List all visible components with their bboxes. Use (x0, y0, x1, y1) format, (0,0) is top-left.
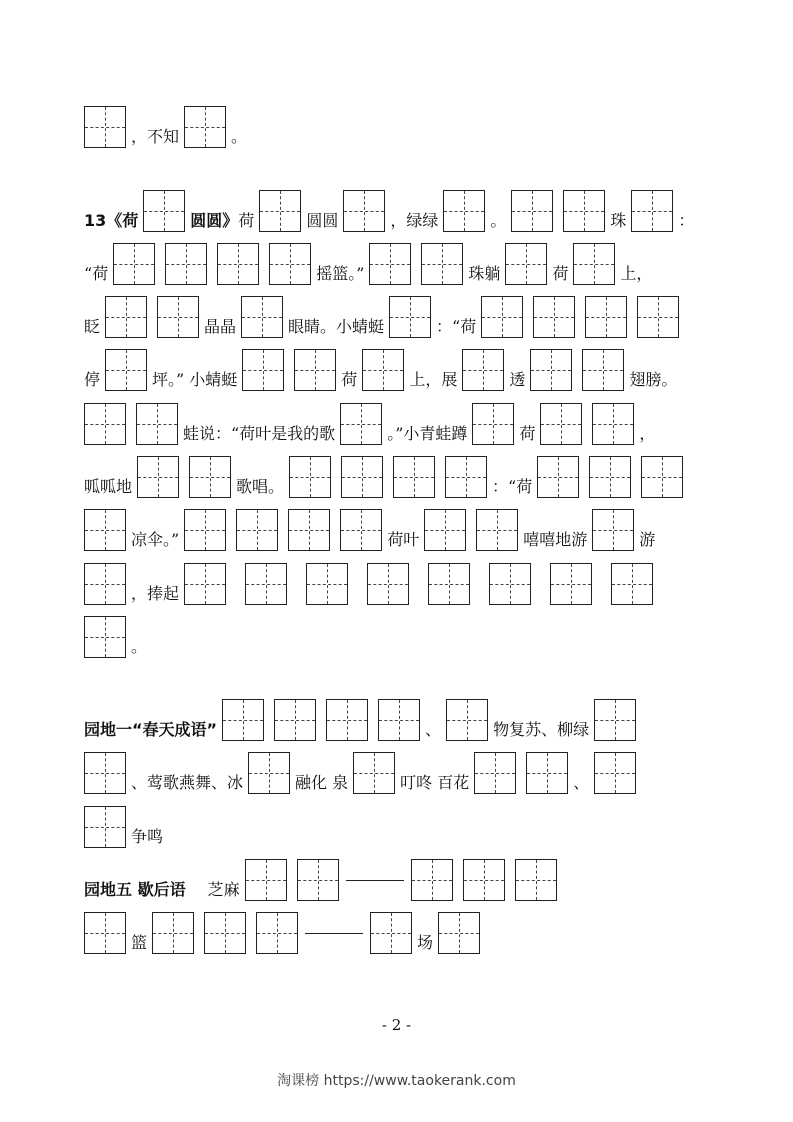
char-box[interactable] (424, 509, 466, 551)
char-box[interactable] (474, 752, 516, 794)
char-box[interactable] (443, 190, 485, 232)
char-box[interactable] (269, 243, 311, 285)
char-box[interactable] (505, 243, 547, 285)
char-box[interactable] (289, 456, 331, 498)
sec13-line-7: 凉伞。” 荷叶 嘻嘻地游 游 (84, 509, 655, 551)
char-box[interactable] (631, 190, 673, 232)
char-box[interactable] (515, 859, 557, 901)
char-box[interactable] (306, 563, 348, 605)
char-box[interactable] (489, 563, 531, 605)
char-box[interactable] (105, 296, 147, 338)
char-box[interactable] (592, 509, 634, 551)
sec13-line-1: 13《荷 圆圆》 荷 圆圆 ，绿绿 。 珠 ： (84, 190, 694, 232)
char-box[interactable] (353, 752, 395, 794)
char-box[interactable] (428, 563, 470, 605)
char-box[interactable] (592, 403, 634, 445)
char-box[interactable] (84, 806, 126, 848)
char-box[interactable] (637, 296, 679, 338)
char-box[interactable] (463, 859, 505, 901)
char-box[interactable] (217, 243, 259, 285)
page-number: - 2 - (381, 1016, 412, 1034)
char-box[interactable] (84, 912, 126, 954)
char-box[interactable] (594, 752, 636, 794)
char-box[interactable] (340, 403, 382, 445)
char-box[interactable] (297, 859, 339, 901)
sec13-line-8: ，捧起 (84, 563, 658, 605)
char-box[interactable] (288, 509, 330, 551)
char-box[interactable] (589, 456, 631, 498)
char-box[interactable] (236, 509, 278, 551)
char-box[interactable] (245, 859, 287, 901)
char-box[interactable] (462, 349, 504, 391)
char-box[interactable] (582, 349, 624, 391)
char-box[interactable] (84, 616, 126, 658)
sec13-line-9: 。 (84, 616, 147, 658)
yuandi1-line-2: 、莺歌燕舞、冰 融化 泉 叮咚 百花 、 (84, 752, 641, 794)
char-box[interactable] (411, 859, 453, 901)
char-box[interactable] (84, 106, 126, 148)
char-box[interactable] (421, 243, 463, 285)
char-box[interactable] (341, 456, 383, 498)
yuandi1-line-3: 争鸣 (84, 806, 163, 848)
char-box[interactable] (184, 509, 226, 551)
char-box[interactable] (641, 456, 683, 498)
char-box[interactable] (245, 563, 287, 605)
sec13-line-4: 停 坪。” 小蜻蜓 荷 上，展 透 翅膀。 (84, 349, 677, 391)
connector-line (346, 880, 404, 881)
char-box[interactable] (326, 699, 368, 741)
char-box[interactable] (367, 563, 409, 605)
char-box[interactable] (204, 912, 246, 954)
footer-watermark: 淘课榜 https://www.taokerank.com (277, 1073, 516, 1089)
char-box[interactable] (165, 243, 207, 285)
char-box[interactable] (259, 190, 301, 232)
char-box[interactable] (274, 699, 316, 741)
char-box[interactable] (370, 912, 412, 954)
char-box[interactable] (530, 349, 572, 391)
char-box[interactable] (533, 296, 575, 338)
char-box[interactable] (445, 456, 487, 498)
char-box[interactable] (184, 563, 226, 605)
sec13-line-3: 眨 晶晶 眼睛。小蜻蜓 ：“荷 (84, 296, 684, 338)
char-box[interactable] (511, 190, 553, 232)
char-box[interactable] (611, 563, 653, 605)
yuandi5-line-1: 园地五 歇后语 芝麻 (84, 859, 562, 901)
char-box[interactable] (136, 403, 178, 445)
char-box[interactable] (389, 296, 431, 338)
section-title: 园地五 歇后语 (84, 880, 186, 899)
char-box[interactable] (573, 243, 615, 285)
sec13-line-2: “荷 摇篮。” 珠躺 荷 上， (84, 243, 652, 285)
sec13-line-6: 呱呱地 歌唱。 ：“荷 (84, 456, 688, 498)
char-box[interactable] (481, 296, 523, 338)
connector-line (305, 933, 363, 934)
char-box[interactable] (241, 296, 283, 338)
char-box[interactable] (343, 190, 385, 232)
char-box[interactable] (294, 349, 336, 391)
char-box[interactable] (446, 699, 488, 741)
char-box[interactable] (476, 509, 518, 551)
char-box[interactable] (84, 563, 126, 605)
char-box[interactable] (222, 699, 264, 741)
char-box[interactable] (152, 912, 194, 954)
char-box[interactable] (242, 349, 284, 391)
char-box[interactable] (256, 912, 298, 954)
yuandi5-line-2: 篮 场 (84, 912, 485, 954)
char-box[interactable] (248, 752, 290, 794)
char-box[interactable] (157, 296, 199, 338)
char-box[interactable] (563, 190, 605, 232)
char-box[interactable] (105, 349, 147, 391)
char-box[interactable] (369, 243, 411, 285)
char-box[interactable] (472, 403, 514, 445)
section-title: 13《荷 (84, 211, 139, 230)
char-box[interactable] (189, 456, 231, 498)
char-box[interactable] (594, 699, 636, 741)
char-box[interactable] (378, 699, 420, 741)
char-box[interactable] (438, 912, 480, 954)
sec13-line-5: 蛙说：“荷叶是我的歌 。”小青蛙蹲 荷 ， (84, 403, 655, 445)
char-box[interactable] (184, 106, 226, 148)
char-box[interactable] (393, 456, 435, 498)
char-box[interactable] (585, 296, 627, 338)
char-box[interactable] (143, 190, 185, 232)
char-box[interactable] (550, 563, 592, 605)
char-box[interactable] (362, 349, 404, 391)
yuandi1-line-1: 园地一“春天成语” 、 物复苏、柳绿 (84, 699, 641, 741)
char-box[interactable] (84, 403, 126, 445)
char-box[interactable] (340, 509, 382, 551)
char-box[interactable] (84, 509, 126, 551)
char-box[interactable] (526, 752, 568, 794)
char-box[interactable] (540, 403, 582, 445)
line-1: ，不知 。 (84, 106, 247, 148)
section-title: 园地一“春天成语” (84, 720, 218, 739)
char-box[interactable] (137, 456, 179, 498)
char-box[interactable] (537, 456, 579, 498)
char-box[interactable] (84, 752, 126, 794)
char-box[interactable] (113, 243, 155, 285)
